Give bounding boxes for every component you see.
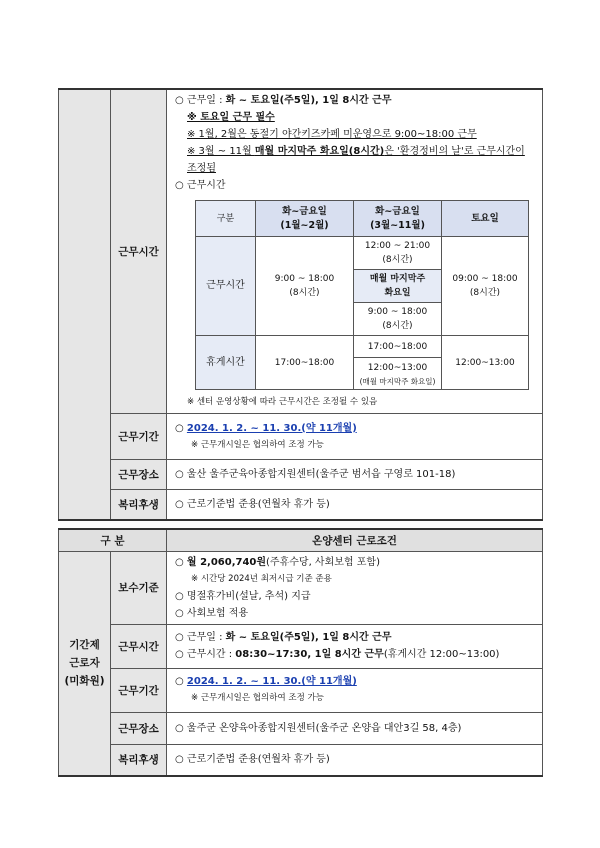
welfare-label: 복리후생 — [111, 490, 167, 520]
contract-worker-label: 기간제 근로자 (미화원) — [59, 551, 111, 776]
pay-label: 보수기준 — [111, 551, 167, 624]
welfare-value-2: ○ 근로기준법 준용(연월차 휴가 등) — [167, 744, 543, 776]
period-value-2: 2024. 1. 2. ~ 11. 30.(약 11개월) — [186, 676, 357, 687]
place-value: ○ 울산 울주군육아종합지원센터(울주군 범서읍 구영로 101-18) — [167, 460, 543, 490]
period-content-2: ○ 2024. 1. 2. ~ 11. 30.(약 11개월) ※ 근무개시일은 협의하여 조정 가능 — [167, 668, 543, 712]
break-saturday: 12:00~13:00 — [442, 336, 529, 390]
work-conditions-table — [58, 88, 543, 521]
place-label: 근무장소 — [111, 460, 167, 490]
hours-content — [167, 89, 543, 414]
schedule-header-saturday: 토요일 — [442, 201, 529, 237]
period-label-2: 근무기간 — [111, 668, 167, 712]
welfare-value: ○ 근로기준법 준용(연월차 휴가 등) — [167, 490, 543, 520]
work-hours-saturday: 09:00 ~ 18:00 (8시간) — [442, 237, 529, 336]
period-content: ○ 2024. 1. 2. ~ 11. 30.(약 11개월) ※ 근무개시일은 협의하여 조정 가능 — [167, 414, 543, 460]
work-hours-jan-feb: 9:00 ~ 18:00 (8시간) — [256, 237, 354, 336]
header-onyang: 온양센터 근로조건 — [167, 529, 543, 551]
winter-note: ※ 1월, 2월은 동절기 야간키즈카페 미운영으로 9:00~18:00 근무 — [187, 129, 477, 140]
schedule-row-break-time: 휴게시간 — [196, 336, 256, 390]
welfare-label-2: 복리후생 — [111, 744, 167, 776]
period-label: 근무기간 — [111, 414, 167, 460]
saturday-required-note: ※ 토요일 근무 필수 — [187, 112, 275, 123]
place-label-2: 근무장소 — [111, 712, 167, 744]
schedule-table — [195, 200, 529, 390]
cleanup-day-note-cont: 조정됨 — [187, 163, 216, 174]
work-hours-heading: ○ 근무시간 — [175, 180, 226, 191]
onyang-conditions-table — [58, 528, 543, 777]
workday-line: ○ 근무일 : 화 ~ 토요일(주5일), 1일 8시간 근무 — [175, 95, 392, 106]
pay-content: ○ 월 2,060,740원(주휴수당, 사회보험 포함) ※ 시간당 2024년 최저시급 기준 준용 ○ 명절휴가비(설날, 추석) 지급 ○ 사회보험 적용 — [167, 551, 543, 624]
category-cell — [59, 89, 111, 520]
work-hours-mar-nov: 12:00 ~ 21:00 (8시간) 매월 마지막주 화요일 9:00 ~ 18:00 (8시간) — [354, 237, 442, 336]
cleanup-day-note: ※ 3월 ~ 11월 매월 마지막주 화요일(8시간)은 '환경정비의 날'로 근무시간이 — [187, 146, 525, 157]
break-mar-nov: 17:00~18:00 12:00~13:00 (매월 마지막주 화요일) — [354, 336, 442, 390]
hours-content-2: ○ 근무일 : 화 ~ 토요일(주5일), 1일 8시간 근무 ○ 근무시간 : 08:30~17:30, 1일 8시간 근무(휴게시간 12:00~13:00) — [167, 624, 543, 668]
place-value-2: ○ 울주군 온양육아종합지원센터(울주군 온양읍 대안3길 58, 4층) — [167, 712, 543, 744]
schedule-row-work-hours: 근무시간 — [196, 237, 256, 336]
period-note: ※ 근무개시일은 협의하여 조정 가능 — [191, 439, 324, 450]
hours-label: 근무시간 — [111, 89, 167, 414]
break-jan-feb: 17:00~18:00 — [256, 336, 354, 390]
period-value: 2024. 1. 2. ~ 11. 30.(약 11개월) — [186, 422, 357, 434]
schedule-header-mar-nov: 화~금요일 (3월~11월) — [354, 201, 442, 237]
header-gubun: 구 분 — [59, 529, 167, 551]
schedule-header-gubun: 구분 — [196, 201, 256, 237]
hours-adjust-note: ※ 센터 운영상황에 따라 근무시간은 조정될 수 있음 — [187, 397, 378, 407]
schedule-header-jan-feb: 화~금요일 (1월~2월) — [256, 201, 354, 237]
hours-label-2: 근무시간 — [111, 624, 167, 668]
